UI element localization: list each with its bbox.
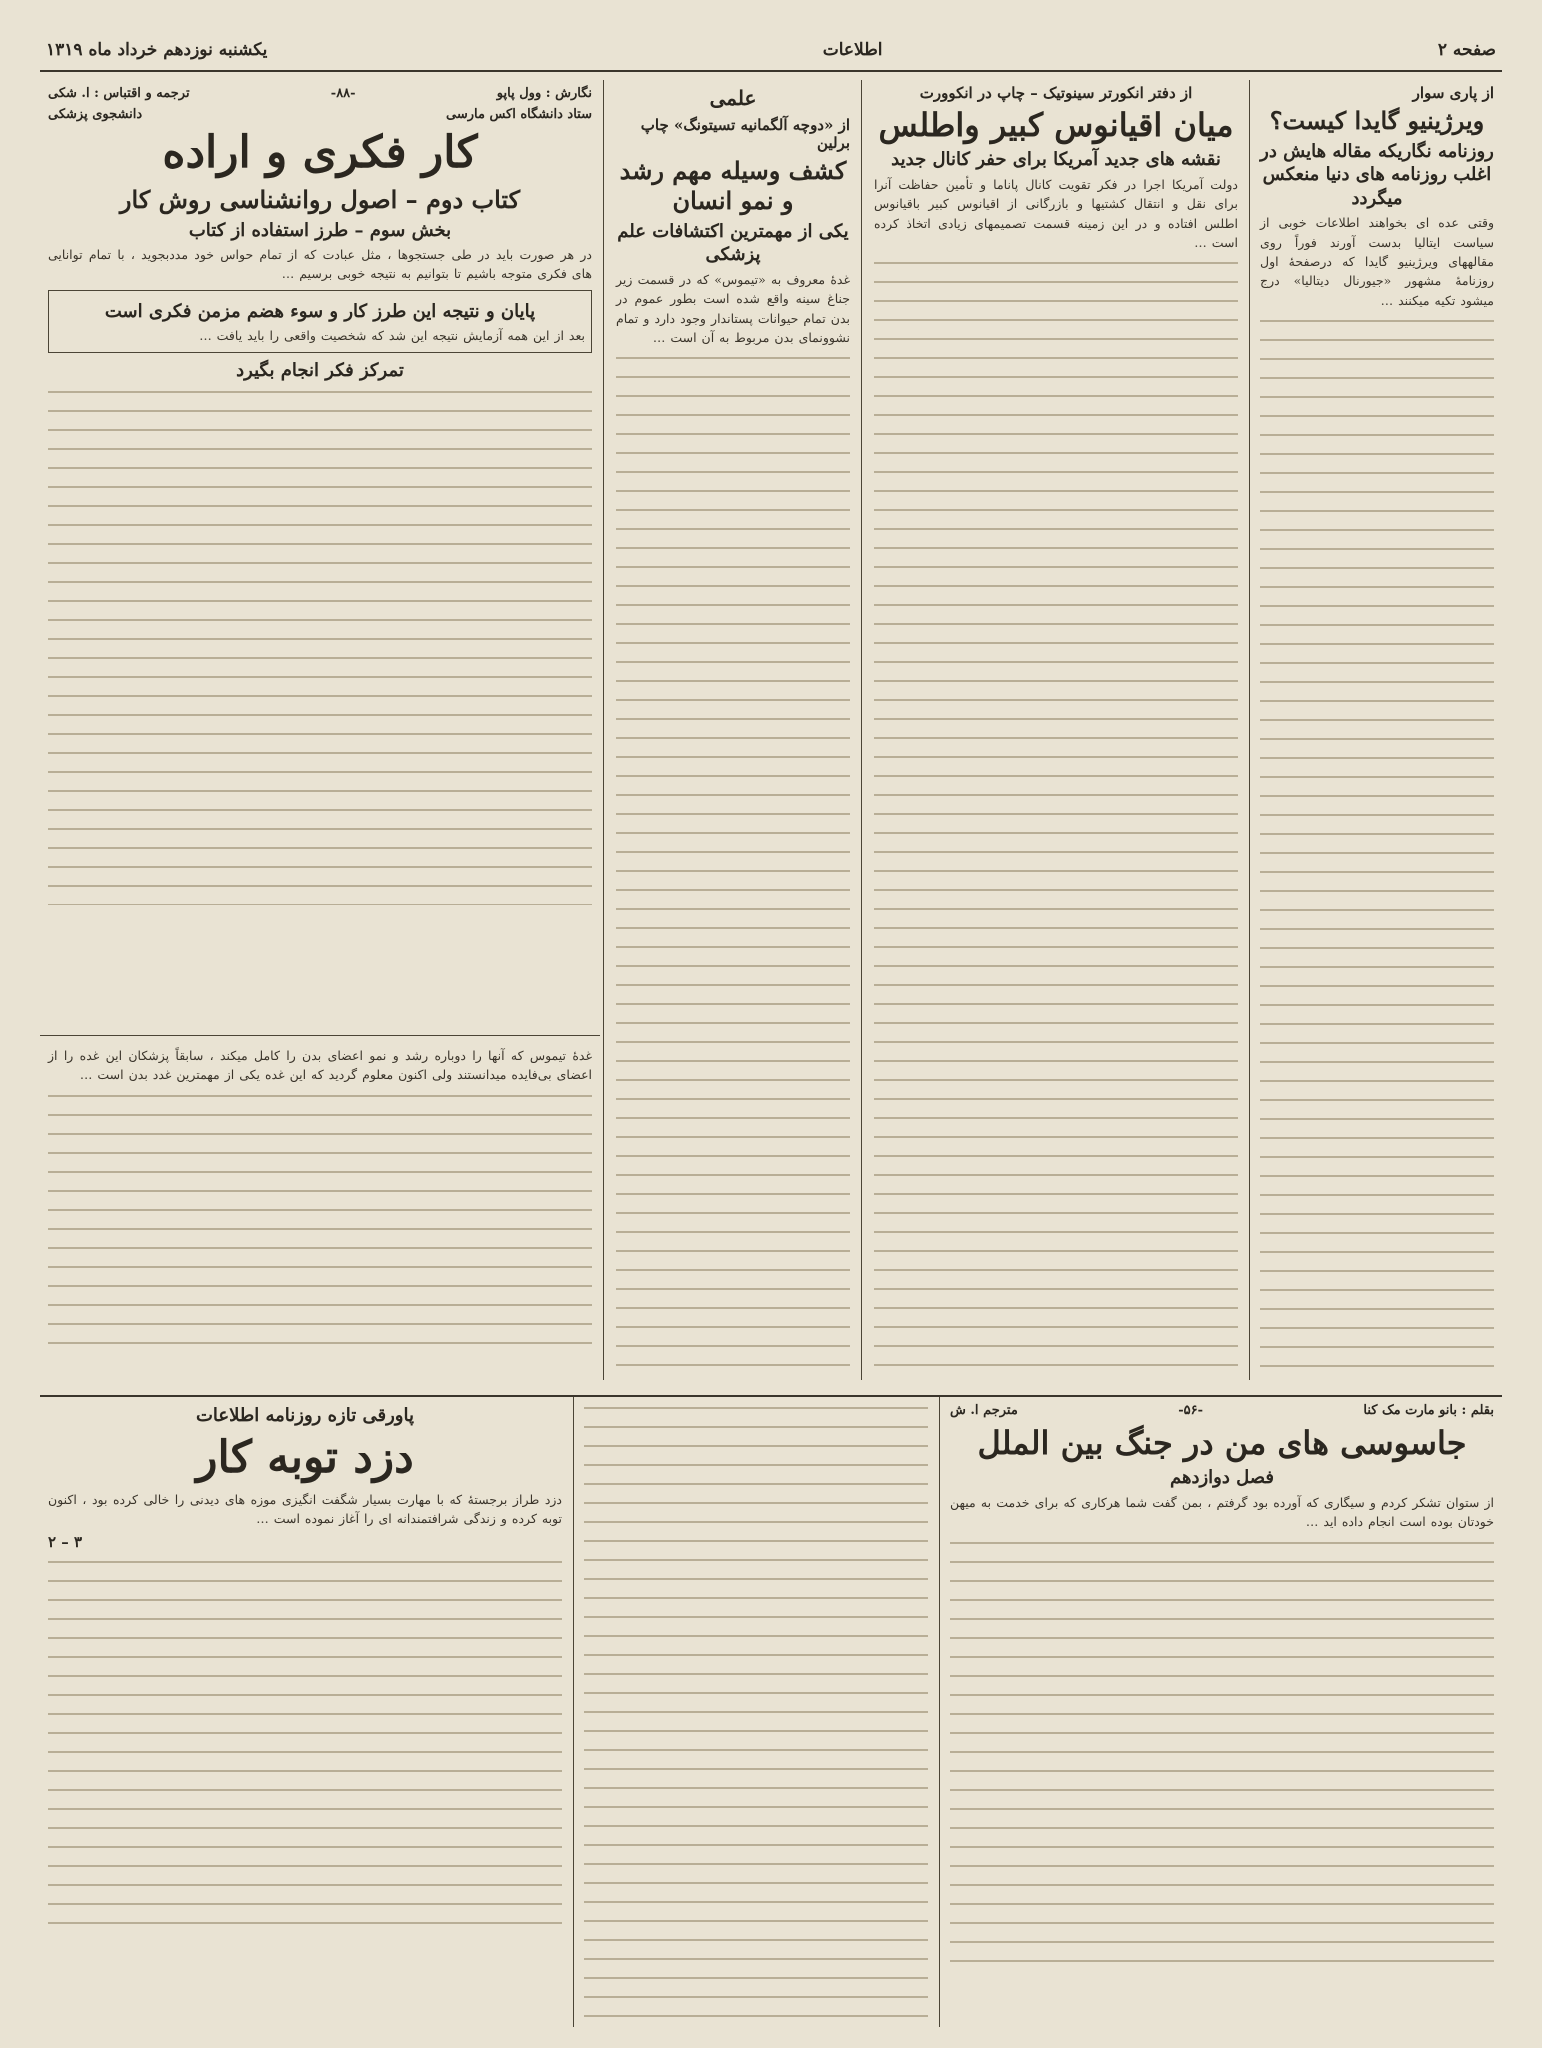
article-credit: از «دوچه آلگمانیه تسیتونگ» چاپ برلین [640,116,850,152]
article-paragraph: دزد طراز برجستهٔ که با مهارت بسیار شگفت انگیزی موزه های دیدنی را خالی کرده بود ، اکنون توبه کرده و زندگی شرافتمندانه ای را آغاز نموده است … [48,1491,562,1527]
serial-label: پاورقی تازه روزنامه اطلاعات [195,1405,414,1426]
article-section: بخش سوم – طرز استفاده از کتاب [188,219,452,241]
body-filler [1260,314,1494,1380]
body-filler [48,385,592,905]
article-subtitle: کتاب دوم – اصول روانشناسی روش کار [119,184,521,214]
column-rule [573,1397,574,2027]
chapter-heading: فصل دوازدهم [1169,1467,1274,1489]
article-title: کشف وسیله مهم رشد و نمو انسان [619,156,847,215]
body-filler [950,1536,1494,1976]
article-science [608,80,858,1380]
column-rule [939,1397,940,2027]
article-canal [866,80,1246,1380]
paper-name: اطلاعات [822,40,883,60]
masthead [40,30,1502,72]
article-callout [48,290,592,353]
article-byline [48,86,592,101]
article-title: میان اقیانوس کبیر واطلس [878,106,1234,144]
article-paragraph: غدهٔ معروف به «تیموس» که در قسمت زیر جناغ سینه واقع شده است بطور عموم در بدن تمام حیوانات پستاندار وجود دارد و تمام نشوونمای بدن مربوط به آن است … [616,271,850,345]
top-section [40,80,1502,1380]
translator-credit: مترجم ا. ش [950,1403,1018,1418]
page-number: صفحه ۲ [1437,40,1496,60]
column-rule [1249,80,1250,1380]
article-body [1260,213,1494,310]
body-filler [48,1555,562,1935]
article-paragraph: غدهٔ تیموس که آنها را دوباره رشد و نمو اعضای بدن را کامل میکند ، سابقاً پزشکان این غده را از اعضای بی‌فایده میدانستند ولی اکنون معلوم گردید که این غده یکی از مهمترین غدد بدن است … [48,1048,592,1083]
article-title: ویرژینیو گایدا کیست؟ [1269,106,1485,135]
article-byline-roles [48,107,592,122]
body-filler [874,256,1238,1380]
article-subtitle: یکی از مهمترین اکتشافات علم پزشکی [617,221,849,266]
article-title: جاسوسی های من در جنگ بین الملل [977,1424,1467,1462]
issue-date: یکشنبه نوزدهم خرداد ماه ۱۳۱۹ [46,40,268,60]
article-kicker: از پاری سوار [1412,84,1494,102]
article-serial [40,1397,570,2027]
translator-role: دانشجوی پزشکی [48,107,143,122]
serial-title: دزد توبه کار [196,1432,414,1484]
article-gayda [1252,80,1502,1380]
article-credit: از دفتر انکورتر سینوتیک – چاپ در انکوورت [919,84,1193,102]
article-thymus-continued [40,1042,600,1380]
article-spies [942,1397,1502,2027]
body-filler [584,1401,928,2021]
serial-number: -۸۸- [330,86,356,101]
section-rule [40,1035,600,1036]
translator-credit: ترجمه و اقتباس : ا. شکی [48,86,190,101]
article-paragraph: از ستوان تشکر کردم و سیگاری که آورده بود گرفتم ، بمن گفت شما هرکاری که برای خدمت به میهن خودتان بوده است انجام داده اید … [950,1494,1494,1530]
serial-continued-marker: ۳ – ۲ [48,1532,83,1551]
article-subtitle: نقشه های جدید آمریکا برای حفر کانال جدید [891,149,1221,171]
column-rule [603,80,604,1380]
article-paragraph: دولت آمریکا اجرا در فکر تقویت کانال پاناما و تأمین حفاظت آنرا برای نقل و انتقال کشتیها و بازرگانی از اقیانوس کبیر باقیانوس اطلس افتاده و در این زمینه قسمت تصمیمهای زیادی اتخاذ کرده است … [874,176,1238,250]
body-filler [616,351,850,1380]
article-subtitle: روزنامه نگاریکه مقاله هایش در اغلب روزنامه های دنیا منعکس میگردد [1260,141,1494,209]
column-rule [861,80,862,1380]
article-body [48,1490,562,1529]
author-role: ستاد دانشگاه اکس مارسی [445,107,592,122]
article-body [874,175,1238,253]
article-byline [950,1403,1494,1418]
callout-text: بعد از این همه آزمایش نتیجه این شد که شخصیت واقعی را باید یافت … [199,328,585,344]
article-body [48,1046,592,1085]
callout-title: پایان و نتیجه این طرز کار و سوء هضم مزمن فکری است [104,300,536,322]
author-credit: بقلم : بانو مارت مک کنا [1363,1403,1494,1418]
article-footer-title: تمرکز فکر انجام بگیرد [236,359,404,381]
article-body [616,270,850,348]
article-paragraph: وقتی عده ای بخواهند اطلاعات خوبی از سیاست ایتالیا بدست آورند فوراً روی مقالههای ویرژینیو گایدا که درصفحهٔ اول روزنامهٔ مشهور «جیورنال دیتالیا» درج میشود تکیه میکنند … [1260,215,1494,308]
article-body [950,1493,1494,1532]
article-paragraph: در هر صورت باید در طی جستجوها ، مثل عبادت که از تمام حواس خود مددبجوید ، با تمام توانایی های فکری متوجه باشیم تا بتوانیم به نتیجه خوبی برسیم … [48,246,592,282]
article-body [48,245,592,284]
section-label: علمی [709,86,757,110]
author-credit: نگارش : وول پاپو [496,86,592,101]
body-filler [48,1089,592,1359]
article-psychology [40,80,600,1030]
serial-number: -۵۶- [1178,1403,1203,1418]
article-title: کار فکری و اراده [162,127,478,178]
article-serial-continued [576,1397,936,2027]
bottom-section [40,1395,1502,2027]
